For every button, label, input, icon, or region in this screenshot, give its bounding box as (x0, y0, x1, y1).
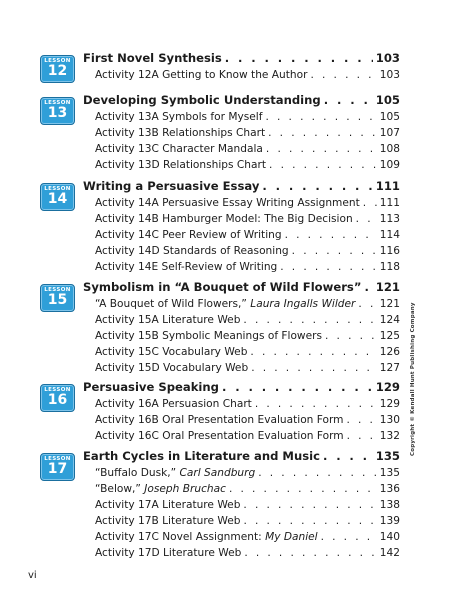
page-number: 135 (375, 449, 400, 463)
activity-row[interactable] (95, 157, 400, 173)
page-number: 129 (379, 398, 400, 410)
page-folio: vi (28, 570, 37, 581)
dot-leader (222, 379, 373, 395)
page-number: 103 (375, 51, 400, 65)
activity-label: Activity 14B Hamburger Model: The Big Decision (95, 213, 353, 225)
lesson-title-row[interactable] (83, 379, 400, 395)
page-number: 121 (375, 280, 400, 294)
lesson-title: Developing Symbolic Understanding (83, 93, 321, 107)
lesson-title: Writing a Persuasive Essay (83, 179, 260, 193)
activity-label (95, 481, 226, 497)
dot-leader (346, 412, 376, 428)
activity-label: Activity 17D Literature Web (95, 547, 242, 559)
badge-number: 17 (47, 461, 68, 477)
lesson-title: Earth Cycles in Literature and Music (83, 449, 320, 463)
novel-title: My Daniel (265, 531, 318, 543)
page-number: 111 (375, 179, 400, 193)
page-number: 125 (379, 330, 400, 342)
badge-number: 16 (47, 392, 68, 408)
activity-label (95, 529, 318, 545)
activity-row[interactable] (95, 497, 400, 513)
dot-leader (229, 481, 377, 497)
dot-leader (356, 211, 377, 227)
page-number: 142 (379, 547, 400, 559)
lesson-badge (40, 183, 75, 211)
activity-row[interactable] (95, 344, 400, 360)
badge-label: LESSON (44, 287, 71, 293)
activity-label: Activity 16A Persuasion Chart (95, 398, 252, 410)
lesson-title-row[interactable] (83, 178, 400, 194)
reading-row[interactable] (95, 465, 400, 481)
dot-leader (310, 67, 376, 83)
dot-leader (225, 50, 373, 66)
activity-label: Activity 14D Standards of Reasoning (95, 245, 289, 257)
dot-leader (258, 465, 377, 481)
page-number: 135 (379, 467, 400, 479)
lesson-badge (40, 384, 75, 412)
dot-leader (265, 109, 376, 125)
lesson-badge (40, 97, 75, 125)
activity-row[interactable] (95, 428, 400, 444)
activity-row[interactable] (95, 211, 400, 227)
page-number: 108 (379, 143, 400, 155)
lesson-title: Symbolism in “A Bouquet of Wild Flowers” (83, 280, 362, 294)
dot-leader (280, 259, 377, 275)
page-number: 139 (379, 515, 400, 527)
activity-label: Activity 15C Vocabulary Web (95, 346, 248, 358)
reading-author: Joseph Bruchac (144, 483, 226, 495)
dot-leader (262, 178, 372, 194)
activity-label: Activity 13A Symbols for Myself (95, 111, 263, 123)
activity-row[interactable] (95, 412, 400, 428)
activity-row[interactable] (95, 109, 400, 125)
activity-row[interactable] (95, 513, 400, 529)
dot-leader (347, 428, 377, 444)
activity-row[interactable] (95, 328, 400, 344)
lesson-title: First Novel Synthesis (83, 51, 222, 65)
dot-leader (244, 545, 376, 561)
activity-row[interactable] (95, 195, 400, 211)
activity-label: Activity 17B Literature Web (95, 515, 241, 527)
page-number: 132 (379, 430, 400, 442)
page-number: 118 (379, 261, 400, 273)
activity-label: Activity 16C Oral Presentation Evaluation Form (95, 430, 344, 442)
activity-label: Activity 13C Character Mandala (95, 143, 263, 155)
page-number: 136 (379, 483, 400, 495)
lesson-title-row[interactable] (83, 50, 400, 66)
activity-label (95, 465, 255, 481)
dot-leader (321, 529, 377, 545)
badge-label: LESSON (44, 186, 71, 192)
badge-number: 12 (47, 63, 68, 79)
page-number: 116 (379, 245, 400, 257)
dot-leader (323, 448, 373, 464)
dot-leader (266, 141, 377, 157)
dot-leader (363, 195, 377, 211)
badge-number: 15 (47, 292, 68, 308)
dot-leader (243, 497, 376, 513)
copyright-notice: Copyright © Kendall Hunt Publishing Company (410, 302, 416, 456)
activity-label: Activity 15A Literature Web (95, 314, 241, 326)
dot-leader (243, 312, 376, 328)
page-number: 121 (379, 298, 400, 310)
page-number: 105 (379, 111, 400, 123)
activity-row[interactable] (95, 125, 400, 141)
dot-leader (292, 243, 377, 259)
badge-label: LESSON (44, 100, 71, 106)
page-number: 105 (375, 93, 400, 107)
reading-title: “Below,” (95, 483, 141, 495)
activity-label: Activity 13D Relationships Chart (95, 159, 267, 171)
reading-title: “A Bouquet of Wild Flowers,” (95, 298, 247, 310)
page-number: 140 (379, 531, 400, 543)
activity-label: Activity 17A Literature Web (95, 499, 241, 511)
badge-label: LESSON (44, 58, 71, 64)
activity-label: Activity 16B Oral Presentation Evaluation Form (95, 414, 344, 426)
lesson-title-row[interactable] (83, 92, 400, 108)
dot-leader (250, 344, 376, 360)
activity-label: Activity 14C Peer Review of Writing (95, 229, 282, 241)
activity-label: Activity 12A Getting to Know the Author (95, 69, 308, 81)
lesson-title-row[interactable] (83, 448, 400, 464)
activity-text: Activity 17C Novel Assignment: (95, 531, 262, 543)
lesson-title: Persuasive Speaking (83, 380, 219, 394)
activity-row[interactable] (95, 529, 400, 545)
reading-row[interactable] (95, 296, 400, 312)
page-number: 129 (375, 380, 400, 394)
dot-leader (251, 360, 377, 376)
reading-title: “Buffalo Dusk,” (95, 467, 177, 479)
badge-number: 13 (47, 105, 68, 121)
page-number: 126 (379, 346, 400, 358)
reading-row[interactable] (95, 481, 400, 497)
badge-label: LESSON (44, 387, 71, 393)
reading-author: Carl Sandburg (179, 467, 256, 479)
activity-row[interactable] (95, 227, 400, 243)
activity-label: Activity 14E Self-Review of Writing (95, 261, 278, 273)
lesson-title-row[interactable] (83, 279, 400, 295)
activity-row[interactable] (95, 312, 400, 328)
dot-leader (358, 296, 376, 312)
page-number: 107 (379, 127, 400, 139)
page-number: 138 (379, 499, 400, 511)
page-number: 130 (379, 414, 400, 426)
page-number: 114 (379, 229, 400, 241)
page-number: 109 (379, 159, 400, 171)
activity-label: Activity 13B Relationships Chart (95, 127, 266, 139)
page-number: 111 (379, 197, 400, 209)
dot-leader (285, 227, 377, 243)
activity-label: Activity 15D Vocabulary Web (95, 362, 249, 374)
dot-leader (255, 396, 377, 412)
dot-leader (243, 513, 376, 529)
dot-leader (269, 157, 377, 173)
activity-row[interactable] (95, 67, 400, 83)
dot-leader (325, 328, 377, 344)
activity-label: Activity 15B Symbolic Meanings of Flowers (95, 330, 322, 342)
page-number: 103 (379, 69, 400, 81)
activity-row[interactable] (95, 360, 400, 376)
activity-row[interactable] (95, 259, 400, 275)
dot-leader (268, 125, 377, 141)
page-number: 113 (379, 213, 400, 225)
lesson-badge (40, 284, 75, 312)
activity-row[interactable] (95, 545, 400, 561)
activity-row[interactable] (95, 243, 400, 259)
page-number: 124 (379, 314, 400, 326)
activity-row[interactable] (95, 396, 400, 412)
page-number: 127 (379, 362, 400, 374)
activity-row[interactable] (95, 141, 400, 157)
activity-label (95, 296, 355, 312)
reading-author: Laura Ingalls Wilder (250, 298, 356, 310)
dot-leader (324, 92, 373, 108)
dot-leader (364, 279, 372, 295)
lesson-badge (40, 453, 75, 481)
badge-label: LESSON (44, 456, 71, 462)
activity-label: Activity 14A Persuasive Essay Writing Assignment (95, 197, 360, 209)
lesson-badge (40, 55, 75, 83)
badge-number: 14 (47, 191, 68, 207)
